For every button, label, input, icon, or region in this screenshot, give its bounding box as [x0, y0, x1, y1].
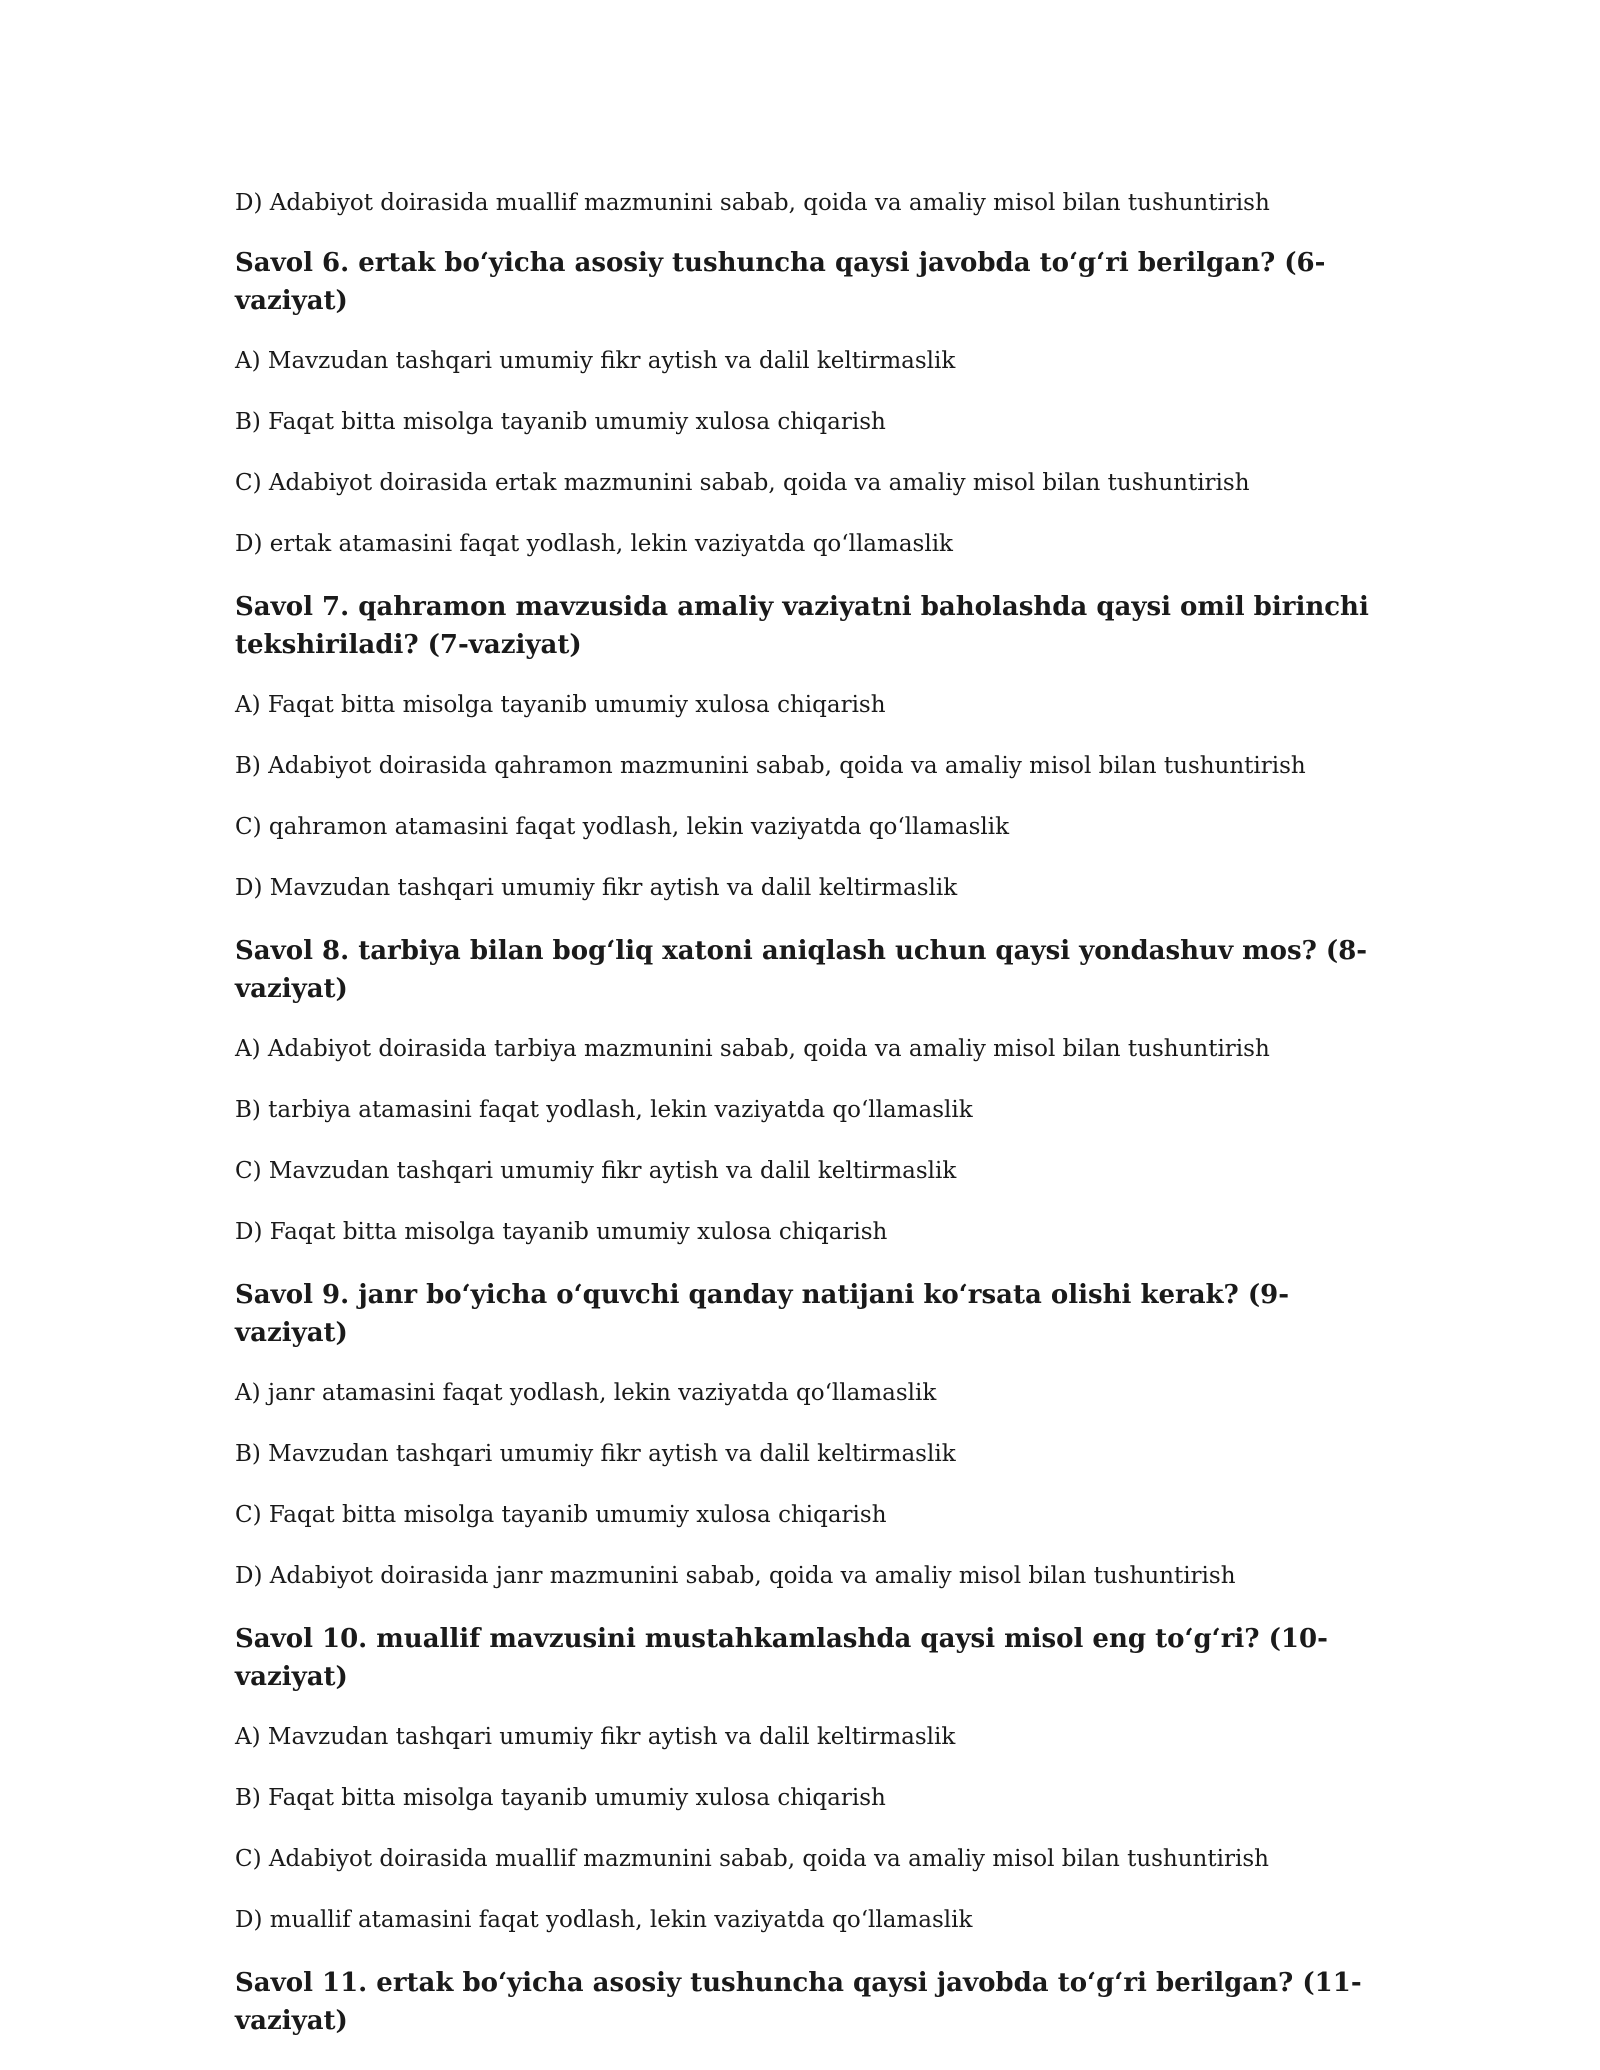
question-6 — [235, 244, 1375, 561]
answer-option-d: D) ertak atamasini faqat yodlash, lekin vaziyatda qo‘llamaslik — [235, 531, 953, 557]
question-8 — [235, 932, 1375, 1249]
question-title: Savol 10. muallif mavzusini mustahkamlashda qaysi misol eng to‘g‘ri? (10-vaziyat) — [235, 1624, 1328, 1692]
answer-option-b: B) Adabiyot doirasida qahramon mazmunini sabab, qoida va amaliy misol bilan tushuntirish — [235, 753, 1306, 779]
question-7 — [235, 588, 1375, 905]
answer-option-b: B) Faqat bitta misolga tayanib umumiy xulosa chiqarish — [235, 409, 886, 435]
answer-option-c: C) qahramon atamasini faqat yodlash, lekin vaziyatda qo‘llamaslik — [235, 814, 1010, 840]
answer-option-c: C) Faqat bitta misolga tayanib umumiy xulosa chiqarish — [235, 1502, 887, 1528]
answer-option-b: B) Mavzudan tashqari umumiy fikr aytish va dalil keltirmaslik — [235, 1441, 956, 1467]
question-title: Savol 6. ertak bo‘yicha asosiy tushuncha qaysi javobda to‘g‘ri berilgan? (6-vaziyat) — [235, 248, 1326, 316]
answer-option-d: D) Faqat bitta misolga tayanib umumiy xulosa chiqarish — [235, 1219, 888, 1245]
answer-option-d: D) muallif atamasini faqat yodlash, lekin vaziyatda qo‘llamaslik — [235, 1907, 973, 1933]
document-page — [235, 186, 1375, 2064]
question-title: Savol 7. qahramon mavzusida amaliy vaziyatni baholashda qaysi omil birinchi tekshiriladi? (7-vaziyat) — [235, 592, 1369, 660]
answer-option-b: B) Faqat bitta misolga tayanib umumiy xulosa chiqarish — [235, 1785, 886, 1811]
answer-option-c: C) Adabiyot doirasida ertak mazmunini sabab, qoida va amaliy misol bilan tushuntirish — [235, 470, 1250, 496]
answer-option-a: A) Faqat bitta misolga tayanib umumiy xulosa chiqarish — [235, 692, 886, 718]
answer-option-a: A) Adabiyot doirasida tarbiya mazmunini sabab, qoida va amaliy misol bilan tushuntirish — [235, 1036, 1270, 1062]
question-title: Savol 9. janr bo‘yicha o‘quvchi qanday natijani ko‘rsata olishi kerak? (9-vaziyat) — [235, 1280, 1290, 1348]
answer-option-a: A) Mavzudan tashqari umumiy fikr aytish va dalil keltirmaslik — [235, 1724, 956, 1750]
question-9 — [235, 1276, 1375, 1593]
question-title: Savol 8. tarbiya bilan bog‘liq xatoni aniqlash uchun qaysi yondashuv mos? (8-vaziyat) — [235, 936, 1368, 1004]
previous-answer-option: D) Adabiyot doirasida muallif mazmunini sabab, qoida va amaliy misol bilan tushuntirish — [235, 190, 1270, 216]
answer-option-a: A) janr atamasini faqat yodlash, lekin vaziyatda qo‘llamaslik — [235, 1380, 937, 1406]
question-title: Savol 11. ertak bo‘yicha asosiy tushuncha qaysi javobda to‘g‘ri berilgan? (11-vaziyat) — [235, 1968, 1362, 2036]
answer-option-d: D) Adabiyot doirasida janr mazmunini sabab, qoida va amaliy misol bilan tushuntirish — [235, 1563, 1236, 1589]
question-10 — [235, 1620, 1375, 1937]
answer-option-a: A) Mavzudan tashqari umumiy fikr aytish va dalil keltirmaslik — [235, 348, 956, 374]
answer-option-c: C) Mavzudan tashqari umumiy fikr aytish va dalil keltirmaslik — [235, 1158, 957, 1184]
answer-option-d: D) Mavzudan tashqari umumiy fikr aytish va dalil keltirmaslik — [235, 875, 958, 901]
answer-option-c: C) Adabiyot doirasida muallif mazmunini sabab, qoida va amaliy misol bilan tushuntirish — [235, 1846, 1269, 1872]
answer-option-b: B) tarbiya atamasini faqat yodlash, lekin vaziyatda qo‘llamaslik — [235, 1097, 973, 1123]
question-11 — [235, 1964, 1375, 2040]
